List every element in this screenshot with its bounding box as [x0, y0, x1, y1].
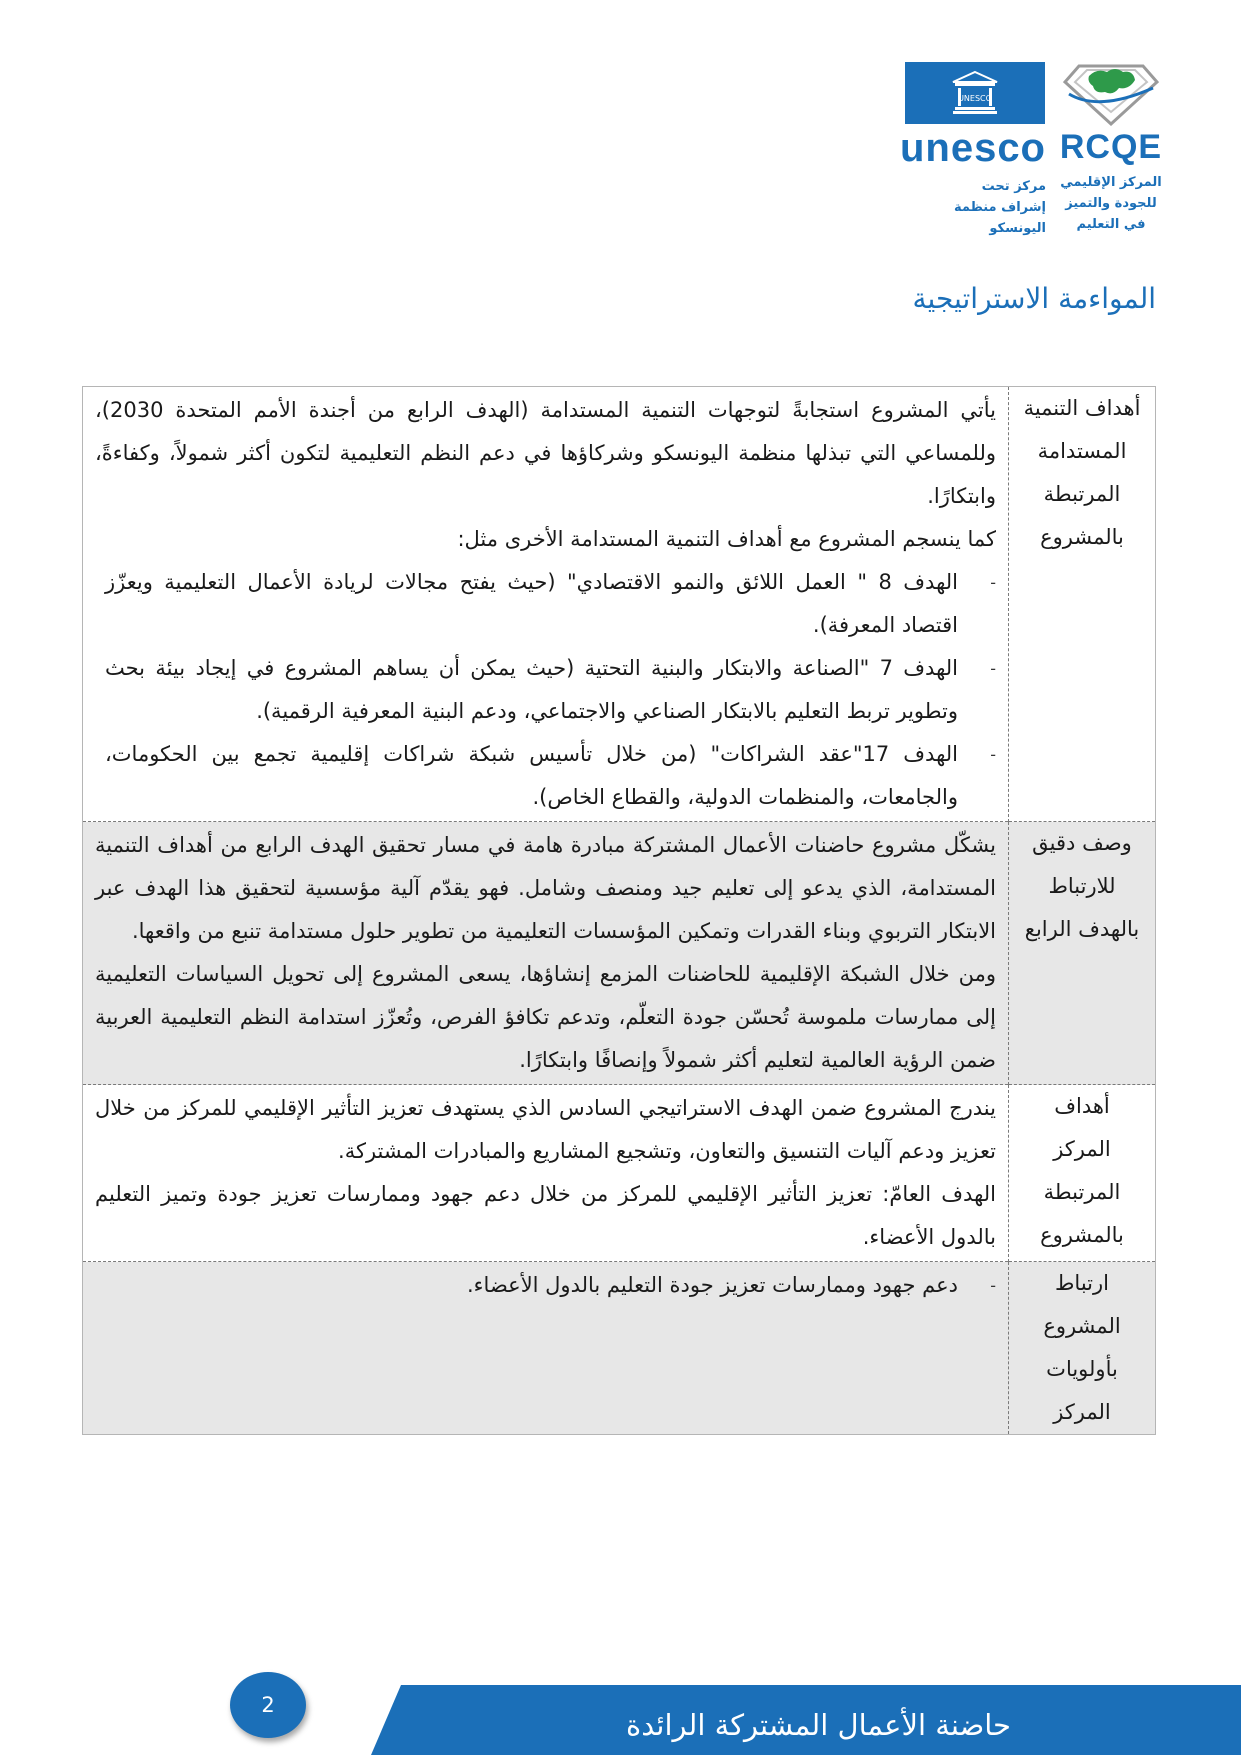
paragraph: كما ينسجم المشروع مع أهداف التنمية المستدامة الأخرى مثل: [457, 527, 996, 551]
row-label: أهداف المركز المرتبطة بالمشروع [1009, 1085, 1156, 1262]
list-item-text: الهدف 17"عقد الشراكات" (من خلال تأسيس شبكة شراكات إقليمية تجمع بين الحكومات، والجامعات، والمنظمات الدولية، والقطاع الخاص). [105, 742, 958, 809]
list-item [105, 561, 996, 647]
unesco-caption-line: إشراف منظمة [953, 200, 1046, 215]
table-row [83, 1085, 1156, 1262]
list-item [105, 733, 996, 819]
unesco-caption-line: اليونسكو [989, 221, 1046, 236]
table-row [83, 822, 1156, 1085]
unesco-logo [871, 62, 1046, 239]
unesco-emblem-text: UNESCO [958, 94, 992, 103]
rcqe-logo [1051, 60, 1171, 235]
dash-bullet-icon: - [990, 745, 996, 764]
dash-bullet-icon: - [990, 659, 996, 678]
rcqe-caption-line: المركز الإقليمي [1060, 175, 1162, 190]
row-content [83, 822, 1009, 1085]
paragraph: يأتي المشروع استجابةً لتوجهات التنمية المستدامة (الهدف الرابع من أجندة الأمم المتحدة 2030)، وللمساعي التي تبذلها منظمة اليونسكو وشركاؤها في دعم النظم التعليمية لتكون أكثر شمولاً، وكفاءةً، وابتكارًا. [95, 398, 996, 508]
dash-bullet-icon: - [990, 573, 996, 592]
rcqe-wordmark: RCQE [1059, 128, 1163, 166]
table-row [83, 387, 1156, 822]
rcqe-diamond-emblem-icon [1061, 60, 1161, 126]
unesco-emblem [905, 62, 1045, 124]
list-item [105, 647, 996, 733]
rcqe-caption-line: للجودة والتميز [1065, 196, 1157, 211]
strategic-alignment-table [82, 386, 1156, 1435]
page-title: المواءمة الاستراتيجية [912, 282, 1156, 315]
paragraph: يندرج المشروع ضمن الهدف الاستراتيجي السادس الذي يستهدف تعزيز التأثير الإقليمي للمركز من خلال تعزيز ودعم آليات التنسيق والتعاون، وتشجيع المشاريع والمبادرات المشتركة. [95, 1096, 996, 1163]
paragraph: يشكّل مشروع حاضنات الأعمال المشتركة مبادرة هامة في مسار تحقيق الهدف الرابع من أهداف التنمية المستدامة، الذي يدعو إلى تعليم جيد ومنصف وشامل. فهو يقدّم آلية مؤسسية لتحقيق هذا الهدف عبر الابتكار التربوي وبناء القدرات وتمكين المؤسسات التعليمية من تطوير حلول مستدامة تنبع من واقعها. [95, 833, 996, 943]
row-content [83, 1262, 1009, 1435]
list-item-text: دعم جهود وممارسات تعزيز جودة التعليم بالدول الأعضاء. [467, 1273, 958, 1297]
bullet-list [95, 561, 996, 819]
unesco-caption-line: مركز تحت [981, 179, 1046, 194]
list-item-text: الهدف 8 " العمل اللائق والنمو الاقتصادي" (حيث يفتح مجالات لريادة الأعمال التعليمية ويعزّز اقتصاد المعرفة). [105, 570, 958, 637]
rcqe-caption-line: في التعليم [1076, 217, 1146, 232]
unesco-caption [871, 176, 1046, 239]
bullet-list [95, 1264, 996, 1307]
footer-title: حاضنة الأعمال المشتركة الرائدة [626, 1708, 1011, 1742]
rcqe-caption [1051, 172, 1171, 235]
page-number-badge: 2 [230, 1672, 306, 1738]
row-label: أهداف التنمية المستدامة المرتبطة بالمشروع [1009, 387, 1156, 822]
unesco-temple-icon [951, 70, 999, 116]
unesco-wordmark: unesco [899, 126, 1046, 170]
row-label: ارتباط المشروع بأولويات المركز [1009, 1262, 1156, 1435]
paragraph: ومن خلال الشبكة الإقليمية للحاضنات المزمع إنشاؤها، يسعى المشروع إلى تحويل السياسات التعليمية إلى ممارسات ملموسة تُحسّن جودة التعلّم، وتدعم تكافؤ الفرص، وتُعزّز استدامة النظم التعليمية العربية ضمن الرؤية العالمية لتعليم أكثر شمولاً وإنصافًا وابتكارًا. [95, 962, 996, 1072]
row-content [83, 1085, 1009, 1262]
table-row [83, 1262, 1156, 1435]
paragraph: الهدف العامّ: تعزيز التأثير الإقليمي للمركز من خلال دعم جهود وممارسات تعزيز جودة وتميز التعليم بالدول الأعضاء. [95, 1182, 996, 1249]
list-item [105, 1264, 996, 1307]
dash-bullet-icon: - [990, 1276, 996, 1295]
list-item-text: الهدف 7 "الصناعة والابتكار والبنية التحتية (حيث يمكن أن يساهم المشروع في إيجاد بيئة بحث وتطوير تربط التعليم بالابتكار الصناعي والاجتماعي، ودعم البنية المعرفية الرقمية). [105, 656, 958, 723]
row-label: وصف دقيق للارتباط بالهدف الرابع [1009, 822, 1156, 1085]
row-content [83, 387, 1009, 822]
